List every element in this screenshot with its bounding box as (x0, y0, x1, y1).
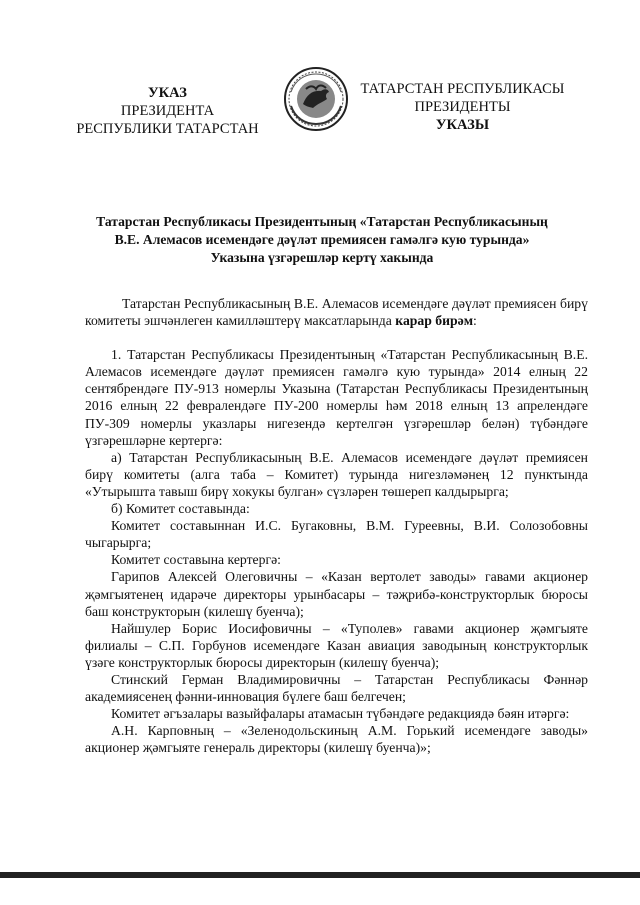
paragraph-nayshuler: Найшулер Борис Иосифовичны – «Туполев» гавами акционер җәмгыяте филиалы – С.П. Горбунов исемендәге Казан авиация заводының конструкторлык үзәге конструкторлык бюросы директорын (килешү буенча); (85, 620, 588, 670)
paragraph-karpov: А.Н. Карповның – «Зеленодольскиның А.М. Горький исемендәге заводы» акционер җәмгыяте генераль директоры (килешү буенча)»; (85, 723, 588, 756)
paragraph-add-members: Комитет составына кертергә: (111, 552, 281, 568)
paragraph-1: 1. Татарстан Республикасы Президентының «Татарстан Республикасының В.Е. Алемасов исемендәге дәүләт премиясен гамәлгә кую турында» 2014 елның 22 сентябрендәге ПУ-913 номерлы Указына (Татарстан Республикасы Президентының 2016 елның 22 февралендәге ПУ-200 номерлы һәм 2018 елның 13 апрелендәге ПУ-309 номерлы указлары нигезендә кертелгән үзгәрешләр белән) түбәндәге үзгәрешләрне кертергә: (85, 347, 588, 448)
tatarstan-coat-of-arms-icon (283, 66, 349, 132)
intro-decree-phrase: карар бирәм (395, 313, 474, 329)
title-line3: Указына үзгәрешләр кертү хакында (210, 250, 434, 265)
header-right-line3: УКАЗЫ (435, 117, 490, 133)
paragraph-remove-members: Комитет составыннан И.С. Бугаковны, В.М. Гуреевны, В.И. Солозобовны чыгарырга; (85, 518, 588, 551)
header-right-tatar (355, 80, 570, 134)
header-left-line1: УКАЗ (148, 85, 187, 101)
intro-text: Татарстан Республикасының В.Е. Алемасов исемендәге дәүләт премиясен бирү комитеты эшчәнлеген камилләштерү максатларында (85, 296, 588, 329)
document-title (62, 213, 582, 267)
paragraph-member-titles: Комитет әгъзалары вазыйфалары атамасын түбәндәге редакциядә бәян итәргә: (111, 706, 570, 722)
paragraph-a: а) Татарстан Республикасының В.Е. Алемасов исемендәге дәүләт премиясен бирү комитеты (алга таба – Комитет) турында нигезләмәнең 12 пунктында «Утырышта тавыш бирү хокукы булган» сүзләрен төшереп калдырырга; (85, 449, 588, 499)
paragraph-b: б) Комитет составында: (111, 501, 250, 517)
title-line1: Татарстан Республикасы Президентының «Татарстан Республикасының (96, 214, 548, 229)
document-body (85, 295, 588, 756)
paragraph-stinsky: Стинский Герман Владимировичны – Татарстан Республикасы Фәннәр академиясенең фәнни-инновация бүлеге баш белгечен; (85, 671, 588, 705)
intro-end: : (473, 313, 477, 329)
intro-paragraph (85, 295, 588, 329)
header-right-line2: ПРЕЗИДЕНТЫ (414, 99, 511, 115)
header-left-line2: ПРЕЗИДЕНТА (120, 103, 215, 119)
header-right-line1: ТАТАРСТАН РЕСПУБЛИКАСЫ (360, 81, 565, 97)
header-left-russian (60, 84, 275, 138)
paragraph-garipov: Гарипов Алексей Олеговичны – «Казан вертолет заводы» гавами акционер җәмгыятенең идарәче директоры урынбасары – тәҗрибә-конструкторлык бюросы баш конструкторын (килешү буенча); (85, 569, 588, 619)
scan-edge-line (0, 872, 640, 878)
header-left-line3: РЕСПУБЛИКИ ТАТАРСТАН (76, 121, 259, 137)
title-line2: В.Е. Алемасов исемендәге дәүләт премиясен гамәлгә кую турында» (114, 232, 530, 247)
